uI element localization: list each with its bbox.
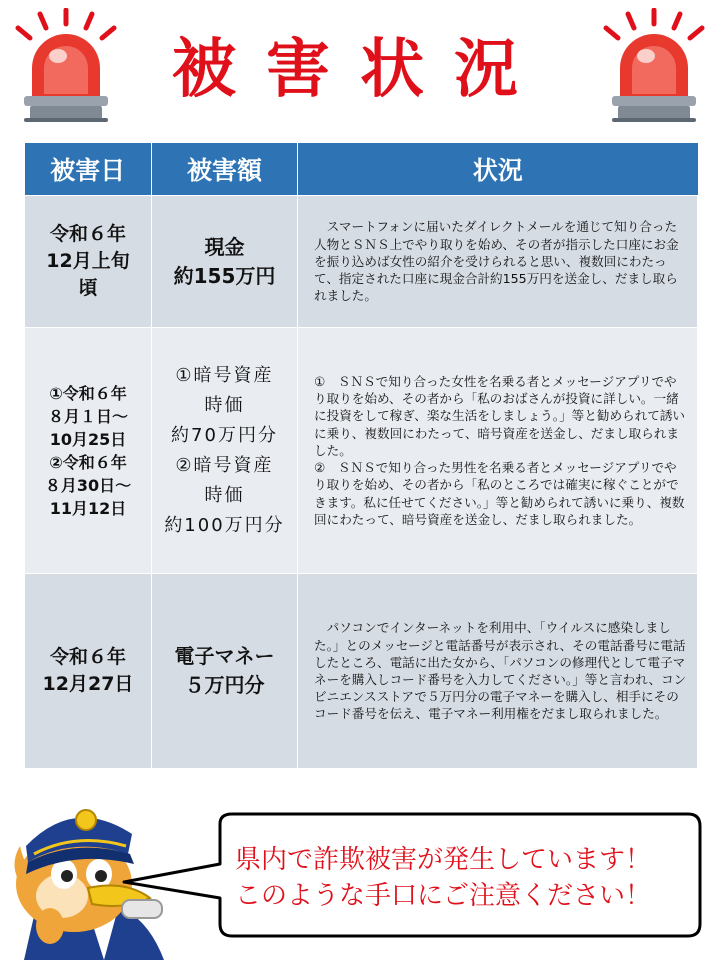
damage-situation: ① ＳＮＳで知り合った女性を名乗る者とメッセージアプリでやり取りを始め、その者から「私のおばさんが投資に詳しい。一緒に投資をして稼ぎ、楽な生活をしましょう。」等と勧められて誘いに乗り、複数回にわたって、暗号資産を送金し、だまし取られました。 ② ＳＮＳで知り合った男性を名乗る者とメッセージアプリでやり取りを始め、その者から「私のところでは確実に稼ぐことができます。私に任せてください。」等と勧められて誘いに乗り、複数回にわたって、暗号資産を送金し、だまし取られました。 (314, 374, 686, 527)
damage-situation: スマートフォンに届いたダイレクトメールを通じて知り合った人物とＳＮＳ上でやり取りを始め、その者が指示した口座にお金を振り込めば女性の紹介を受けられると思い、複数回にわたって、指定された口座に現金合計約155万円を送金し、だまし取られました。 (314, 219, 679, 304)
table-row (25, 328, 698, 574)
damage-amount: 現金 約155万円 (173, 234, 276, 288)
date-cell (25, 196, 152, 328)
amount-cell (152, 196, 298, 328)
header-date: 被害日 (25, 143, 152, 196)
amount-cell (152, 574, 298, 769)
situation-cell (298, 574, 698, 769)
date-cell (25, 574, 152, 769)
warning-message: 県内で詐欺被害が発生しています！ このような手口にご注意ください！ (234, 845, 651, 911)
siren-light-icon (598, 8, 710, 124)
damage-date: ①令和６年 ８月１日～ 10月25日 ②令和６年 ８月30日～ 11月12日 (44, 383, 132, 518)
damage-date: 令和６年 12月上旬 頃 (46, 223, 130, 299)
damage-amount: ①暗号資産 時価 約70万円分 ②暗号資産 時価 約100万円分 (164, 364, 285, 536)
damage-table (24, 143, 698, 769)
table-header-row (25, 143, 698, 196)
damage-date: 令和６年 12月27日 (42, 646, 134, 695)
table-row (25, 574, 698, 769)
siren-light-icon (10, 8, 122, 124)
header-situation: 状況 (298, 143, 698, 196)
damage-situation: パソコンでインターネットを利用中、「ウイルスに感染しました。」とのメッセージと電話番号が表示され、その電話番号に電話したところ、電話に出た女から、「パソコンの修理代として電子マネーを購入しコード番号を入力してください。」等と言われ、コンビニエンスストアで５万円分の電子マネーを購入し、相手にそのコード番号を伝え、電子マネー利用権をだまし取られました。 (314, 620, 687, 722)
situation-cell (298, 328, 698, 574)
page-title: 被害状況 (172, 33, 548, 107)
situation-cell (298, 196, 698, 328)
damage-amount: 電子マネー ５万円分 (174, 644, 275, 697)
amount-cell (152, 328, 298, 574)
table-row (25, 196, 698, 328)
header-amount: 被害額 (152, 143, 298, 196)
date-cell (25, 328, 152, 574)
